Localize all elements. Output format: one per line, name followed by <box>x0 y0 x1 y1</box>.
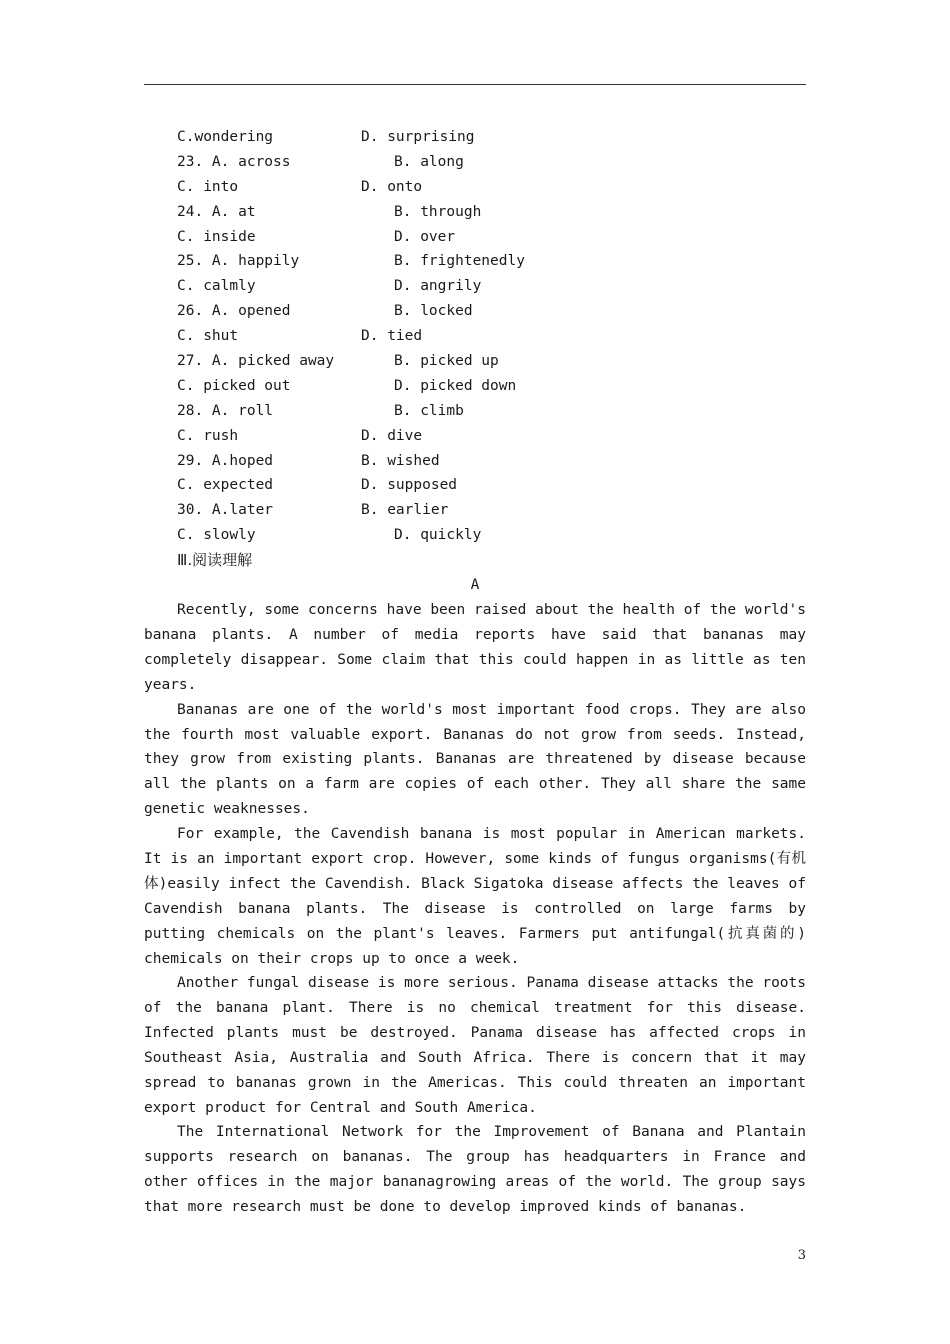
option-row <box>177 498 777 523</box>
option-left: 23. A. across <box>177 153 291 170</box>
option-left: 27. A. picked away <box>177 353 335 370</box>
option-right: D. tied <box>361 328 423 345</box>
option-right: B. climb <box>394 402 464 419</box>
answer-options <box>177 125 777 548</box>
option-right: D. quickly <box>394 527 482 544</box>
option-row <box>177 349 777 374</box>
option-right: B. locked <box>394 303 473 320</box>
paragraph: Another fungal disease is more serious. Panama disease attacks the roots of the banana plant. There is no chemical treatment for this disease. Infected plants must be destroyed. Panama disease has affected crops in Southeast Asia, Australia and South Africa. There is concern that it may spread to bananas grown in the Americas. This could threaten an important export product for Central and South America. <box>144 975 806 1116</box>
option-row <box>177 200 777 225</box>
option-row <box>177 274 777 299</box>
option-right: B. through <box>394 203 482 220</box>
option-right: D. onto <box>361 178 423 195</box>
option-left: C. expected <box>177 477 274 494</box>
option-right: D. picked down <box>394 377 517 394</box>
section-heading: Ⅲ.阅读理解 <box>177 551 253 569</box>
option-row <box>177 225 777 250</box>
option-left: 25. A. happily <box>177 253 300 270</box>
option-row <box>177 175 777 200</box>
option-right: D. over <box>394 228 456 245</box>
option-right: D. supposed <box>361 477 458 494</box>
option-row <box>177 449 777 474</box>
paragraph: For example, the Cavendish banana is most popular in American markets. It is an important export crop. However, some kinds of fungus organisms(有机体)easily infect the Cavendish. Black Sigatoka disease affects the leaves of Cavendish banana plants. The disease is controlled on large farms by putting chemicals on the plant's leaves. Farmers put antifungal(抗真菌的) chemicals on their crops up to once a week. <box>144 826 806 967</box>
header-rule <box>144 84 806 85</box>
option-left: C. slowly <box>177 527 256 544</box>
option-left: 29. A.hoped <box>177 452 274 469</box>
option-row <box>177 299 777 324</box>
option-row <box>177 249 777 274</box>
option-right: B. picked up <box>394 353 499 370</box>
option-row <box>177 125 777 150</box>
option-row <box>177 324 777 349</box>
option-left: 30. A.later <box>177 502 274 519</box>
option-row <box>177 424 777 449</box>
paragraph: The International Network for the Improvement of Banana and Plantain supports research on bananas. The group has headquarters in France and other offices in the major bananagrowing areas of the world. The group says that more research must be done to develop improved kinds of bananas. <box>144 1124 806 1216</box>
option-left: C. shut <box>177 328 239 345</box>
option-right: B. along <box>394 153 464 170</box>
option-left: C. into <box>177 178 239 195</box>
option-left: C. calmly <box>177 278 256 295</box>
option-row <box>177 399 777 424</box>
option-left: 26. A. opened <box>177 303 291 320</box>
passage-part-1 <box>144 598 806 972</box>
option-left: C. picked out <box>177 377 291 394</box>
option-row <box>177 374 777 399</box>
paragraph: Bananas are one of the world's most important food crops. They are also the fourth most valuable export. Bananas do not grow from seeds. Instead, they grow from existing plants. Bananas are threatened by disease because all the plants on a farm are copies of each other. They all share the same genetic weaknesses. <box>144 701 806 818</box>
option-left: 28. A. roll <box>177 402 274 419</box>
option-left: C. inside <box>177 228 256 245</box>
option-left: 24. A. at <box>177 203 256 220</box>
page-number: 3 <box>797 1248 806 1263</box>
paragraph: Recently, some concerns have been raised about the health of the world's banana plants. A number of media reports have said that bananas may completely disappear. Some claim that this could happen in as little as ten years. <box>144 602 806 693</box>
passage-part-2 <box>144 971 806 1220</box>
option-left: C. rush <box>177 427 239 444</box>
option-right: B. frightenedly <box>394 253 525 270</box>
option-right: D. angrily <box>394 278 482 295</box>
option-row <box>177 150 777 175</box>
option-row <box>177 523 777 548</box>
option-right: B. wished <box>361 452 440 469</box>
passage-title: A <box>470 577 480 593</box>
option-right: B. earlier <box>361 502 449 519</box>
option-left: C.wondering <box>177 129 274 145</box>
option-right: D. surprising <box>361 129 475 145</box>
option-row <box>177 473 777 498</box>
option-right: D. dive <box>361 427 423 444</box>
